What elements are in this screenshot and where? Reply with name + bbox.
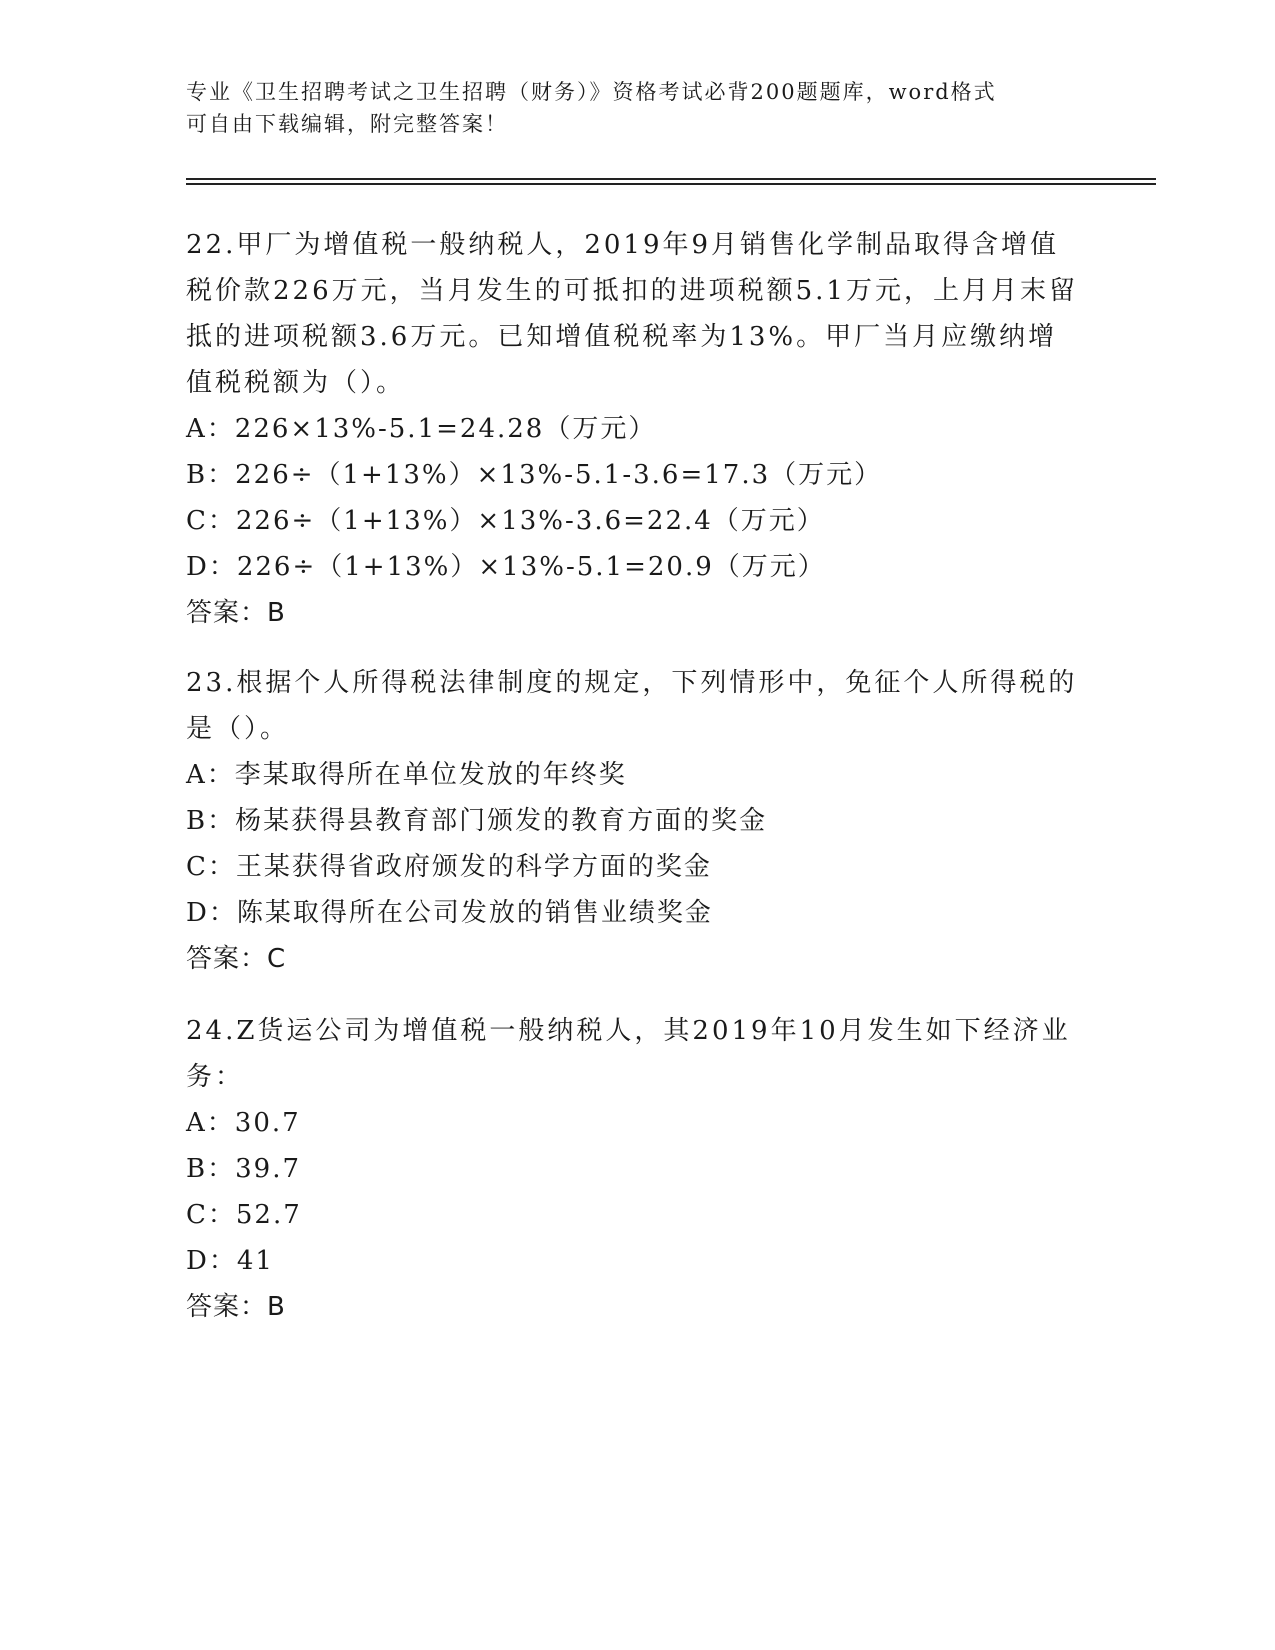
question-stem: 22.甲厂为增值税一般纳税人，2019年9月销售化学制品取得含增值税价款226万元，当月发生的可抵扣的进项税额5.1万元，上月月末留抵的进项税额3.6万元。已知增值税税率为13%。甲厂当月应缴纳增值税税额为（）。 [186, 230, 1078, 398]
header-line-2: 可自由下载编辑，附完整答案！ [186, 112, 508, 136]
option-a: A：李某取得所在单位发放的年终奖 [186, 760, 627, 790]
question-stem: 23.根据个人所得税法律制度的规定，下列情形中，免征个人所得税的是（）。 [186, 668, 1078, 744]
option-d: D：陈某取得所在公司发放的销售业绩奖金 [186, 898, 713, 928]
option-c: C：226÷（1+13%）×13%-3.6=22.4（万元） [186, 506, 825, 536]
header-divider-top [186, 178, 1156, 180]
answer: 答案：C [186, 944, 287, 974]
answer: 答案：B [186, 598, 286, 628]
question-23 [186, 660, 1086, 982]
header-line-1: 专业《卫生招聘考试之卫生招聘（财务）》资格考试必背200题题库，word格式 [186, 80, 997, 104]
option-d: D：41 [186, 1246, 274, 1276]
question-24 [186, 1008, 1086, 1330]
answer: 答案：B [186, 1292, 286, 1322]
option-c: C：王某获得省政府颁发的科学方面的奖金 [186, 852, 712, 882]
option-b: B：39.7 [186, 1154, 301, 1184]
option-c: C：52.7 [186, 1200, 302, 1230]
option-d: D：226÷（1+13%）×13%-5.1=20.9（万元） [186, 552, 826, 582]
option-a: A：226×13%-5.1=24.28（万元） [186, 414, 657, 444]
option-a: A：30.7 [186, 1108, 301, 1138]
question-stem: 24.Z货运公司为增值税一般纳税人，其2019年10月发生如下经济业务： [186, 1016, 1071, 1092]
question-22 [186, 222, 1086, 636]
option-b: B：226÷（1+13%）×13%-5.1-3.6=17.3（万元） [186, 460, 883, 490]
header-divider-bottom [186, 183, 1156, 185]
option-b: B：杨某获得县教育部门颁发的教育方面的奖金 [186, 806, 768, 836]
document-header [186, 76, 1086, 140]
